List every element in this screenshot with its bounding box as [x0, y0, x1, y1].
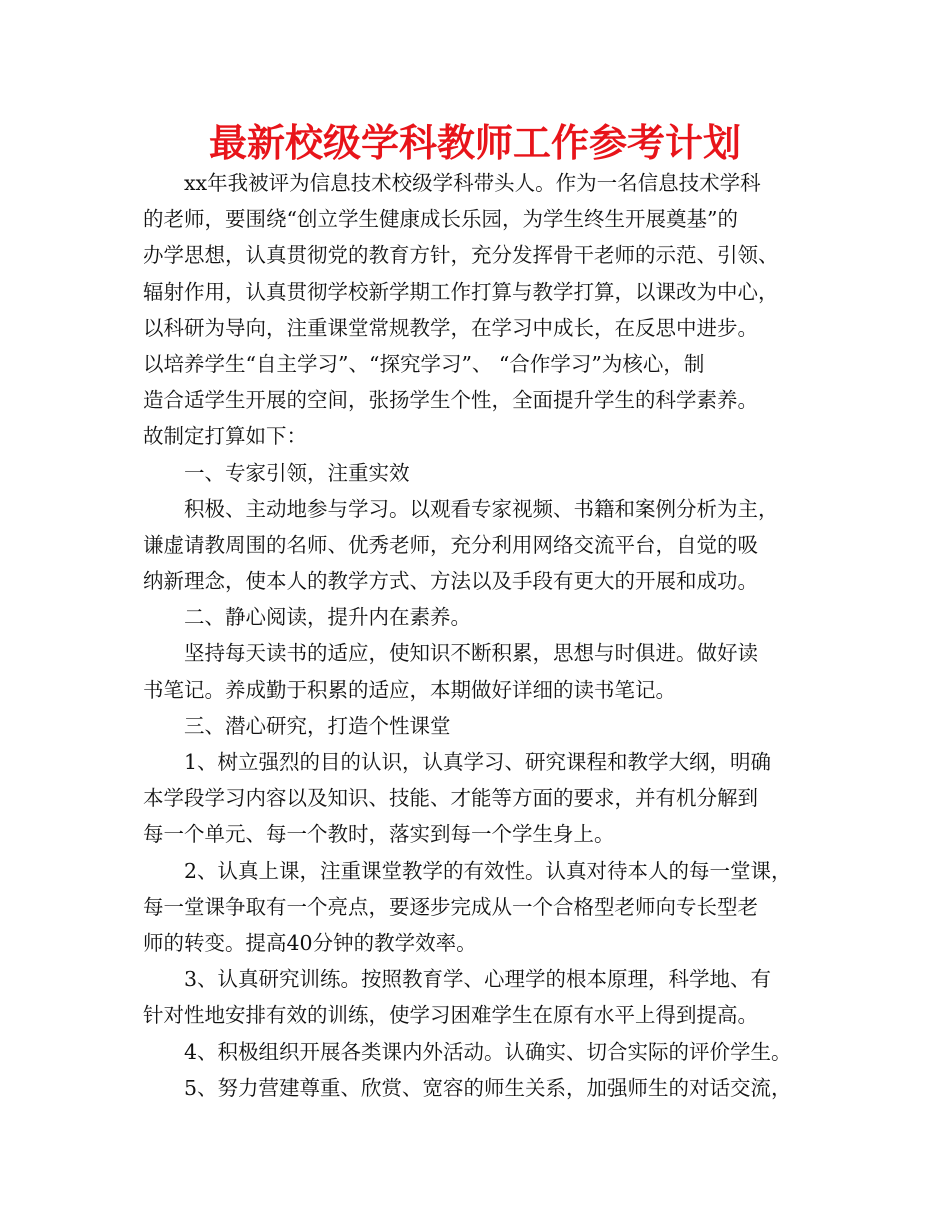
text-line: 2、认真上课，注重课堂教学的有效性。认真对待本人的每一堂课，: [184, 858, 792, 883]
text-line: 二、静心阅读，提升内在素养。: [184, 605, 471, 630]
text-line: 坚持每天读书的适应，使知识不断积累，思想与时俱进。做好读: [184, 641, 758, 666]
text-line: 3、认真研究训练。按照教育学、心理学的根本原理，科学地、有: [184, 967, 772, 992]
text-line: 4、积极组织开展各类课内外活动。认确实、切合实际的评价学生。: [184, 1039, 792, 1064]
text-line: 辐射作用，认真贯彻学校新学期工作打算与教学打算，以课改为中心，: [143, 279, 779, 304]
text-line: 本学段学习内容以及知识、技能、才能等方面的要求，并有机分解到: [143, 786, 758, 811]
text-line: 1、树立强烈的目的认识，认真学习、研究课程和教学大纲，明确: [184, 750, 772, 774]
text-line: 谦虚请教周围的名师、优秀老师，充分利用网络交流平台，自觉的吸: [143, 532, 758, 557]
text-line: 造合适学生开展的空间，张扬学生个性，全面提升学生的科学素养。: [143, 388, 758, 413]
document-body: [143, 165, 833, 1106]
text-line: 纳新理念，使本人的教学方式、方法以及手段有更大的开展和成功。: [143, 569, 758, 594]
text-line: 一、专家引领，注重实效: [184, 460, 410, 485]
text-line: 的老师，要围绕“创立学生健康成长乐园，为学生终生开展奠基”的: [143, 207, 738, 232]
page-title: 最新校级学科教师工作参考计划: [208, 121, 741, 165]
text-line: 5、努力营建尊重、欣赏、宽容的师生关系，加强师生的对话交流，: [184, 1075, 792, 1100]
text-line: xx年我被评为信息技术校级学科带头人。作为一名信息技术学科: [184, 171, 761, 195]
text-line: 每一堂课争取有一个亮点，要逐步完成从一个合格型老师向专长型老: [143, 894, 758, 919]
text-line: 以培养学生“自主学习”、“探究学习”、 “合作学习”为核心，制: [143, 351, 705, 376]
text-line: 以科研为导向，注重课堂常规教学，在学习中成长，在反思中进步。: [143, 315, 758, 340]
text-line: 书笔记。养成勤于积累的适应，本期做好详细的读书笔记。: [143, 677, 676, 702]
text-line: 每一个单元、每一个教时，落实到每一个学生身上。: [143, 822, 615, 847]
text-line: 师的转变。提高40分钟的教学效率。: [143, 930, 477, 955]
text-line: 故制定打算如下：: [143, 424, 307, 449]
text-line: 办学思想，认真贯彻党的教育方针，充分发挥骨干老师的示范、引领、: [143, 243, 779, 268]
text-line: 积极、主动地参与学习。以观看专家视频、书籍和案例分析为主，: [184, 496, 779, 521]
text-line: 针对性地安排有效的训练，使学习困难学生在原有水平上得到提高。: [143, 1003, 758, 1028]
text-line: 三、潜心研究，打造个性课堂: [184, 713, 451, 738]
